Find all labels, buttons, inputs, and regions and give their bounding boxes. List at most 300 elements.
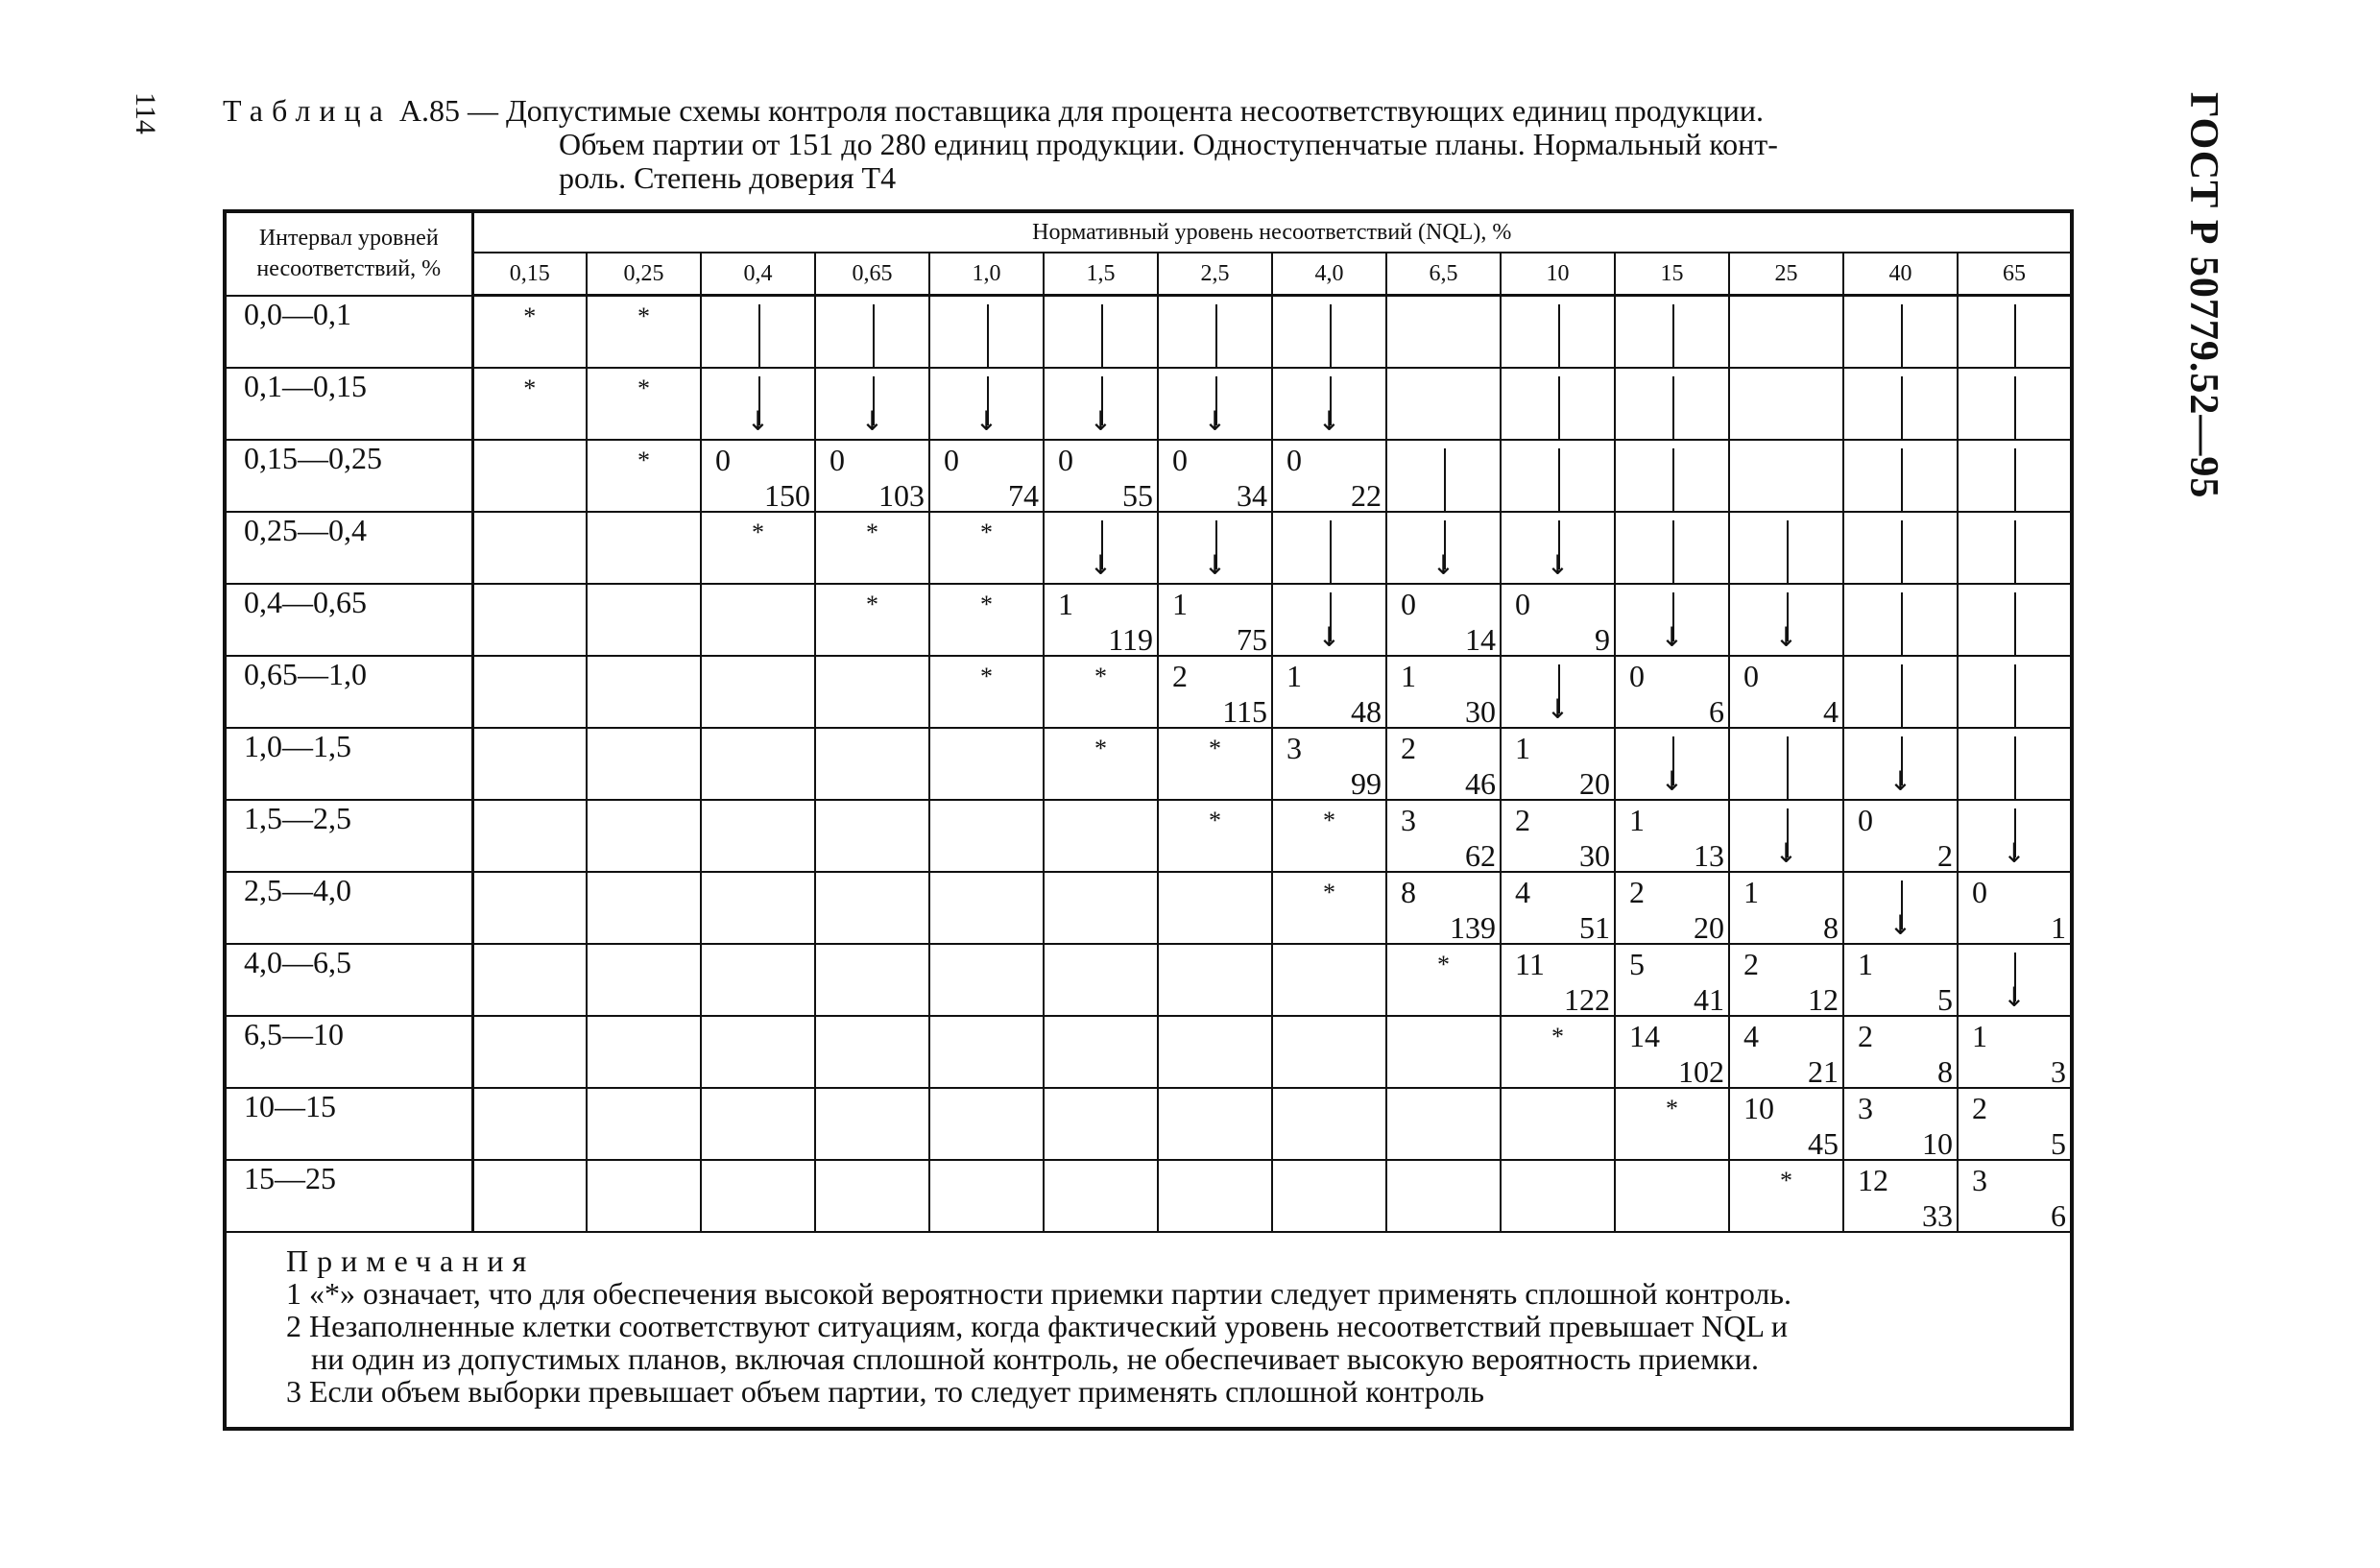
plan-cell: [1386, 656, 1501, 728]
sample-size: 8: [1823, 910, 1839, 944]
asterisk-mark: *: [523, 302, 537, 330]
arrow-head-icon: ↓: [1546, 549, 1570, 581]
arrow-continue-cell: [1158, 296, 1272, 369]
caption-title: А.85 — Допустимые схемы контроля поставщика для процента несоответствующих единиц продукции.: [398, 93, 1765, 128]
empty-cell: [587, 1088, 701, 1160]
arrow-continue-cell: [1958, 296, 2072, 369]
full-inspection-cell: [929, 656, 1044, 728]
arrow-down-icon: [1502, 520, 1614, 579]
arrow-down-icon: [1959, 953, 2070, 1011]
arrow-down-icon: [930, 376, 1043, 435]
sample-size: 75: [1237, 622, 1267, 656]
row-interval-label: 0,65—1,0: [225, 656, 472, 728]
sample-size: 12: [1808, 982, 1839, 1016]
empty-cell: [929, 872, 1044, 944]
caption-line-3: роль. Степень доверия Т4: [559, 160, 897, 195]
empty-cell: [1272, 944, 1386, 1016]
empty-cell: [1272, 1088, 1386, 1160]
arrow-line-icon: [758, 304, 760, 367]
full-inspection-cell: [587, 440, 701, 512]
note-3: 3 Если объем выборки превышает объем партии, то следует применять сплошной контроль: [286, 1374, 1484, 1409]
acceptance-number: 2: [1401, 731, 1416, 765]
nql-column-header: 0,4: [701, 253, 815, 296]
empty-cell: [1044, 800, 1158, 872]
full-inspection-cell: [1272, 872, 1386, 944]
acceptance-number: 1: [1172, 587, 1188, 621]
full-inspection-cell: [815, 584, 929, 656]
asterisk-mark: *: [1323, 879, 1335, 906]
empty-cell: [815, 656, 929, 728]
caption-label: Таблица: [223, 93, 392, 128]
sample-size: 10: [1922, 1126, 1953, 1160]
arrow-line-icon: [2014, 304, 2016, 367]
arrow-end-cell: [1386, 512, 1501, 584]
arrow-head-icon: ↓: [1774, 621, 1798, 653]
arrow-continue-cell: [1843, 296, 1958, 369]
asterisk-mark: *: [523, 374, 537, 402]
full-inspection-cell: [472, 296, 587, 369]
empty-cell: [815, 944, 929, 1016]
nql-column-header: 1,5: [1044, 253, 1158, 296]
arrow-head-icon: ↓: [2003, 837, 2026, 869]
plan-cell: [1501, 872, 1615, 944]
sample-size: 41: [1694, 982, 1724, 1016]
row-interval-label: 1,5—2,5: [225, 800, 472, 872]
arrow-head-icon: ↓: [1089, 405, 1113, 437]
table-row: [225, 1088, 2072, 1160]
acceptance-number: 4: [1515, 875, 1530, 909]
plan-cell: [1729, 1016, 1843, 1088]
arrow-end-cell: [1729, 584, 1843, 656]
plan-cell: [1501, 800, 1615, 872]
full-inspection-cell: [472, 368, 587, 440]
empty-cell: [472, 1016, 587, 1088]
row-interval-label: 0,0—0,1: [225, 296, 472, 369]
sample-size: 1: [2051, 910, 2066, 944]
full-inspection-cell: [1501, 1016, 1615, 1088]
plan-cell: [1843, 1160, 1958, 1232]
acceptance-number: 2: [1515, 803, 1530, 837]
empty-cell: [1044, 944, 1158, 1016]
asterisk-mark: *: [866, 519, 878, 546]
arrow-continue-cell: [1501, 296, 1615, 369]
full-inspection-cell: [929, 512, 1044, 584]
plan-cell: [1729, 1088, 1843, 1160]
arrow-continue-cell: [1272, 512, 1386, 584]
acceptance-number: 1: [1401, 659, 1416, 693]
arrow-down-icon: [1159, 376, 1271, 435]
arrow-end-cell: [1958, 944, 2072, 1016]
empty-cell: [815, 1160, 929, 1232]
sample-size: 5: [2051, 1126, 2066, 1160]
plan-cell: [1272, 440, 1386, 512]
row-interval-label: 10—15: [225, 1088, 472, 1160]
plan-cell: [1843, 800, 1958, 872]
acceptance-number: 2: [1858, 1019, 1873, 1053]
full-inspection-cell: [1615, 1088, 1729, 1160]
sample-size: 139: [1450, 910, 1496, 944]
arrow-down-icon: [1616, 736, 1728, 795]
arrow-line-icon: [1558, 376, 1560, 439]
acceptance-number: 2: [1972, 1091, 1987, 1125]
acceptance-number: 0: [1515, 587, 1530, 621]
arrow-continue-cell: [1386, 440, 1501, 512]
plan-cell: [1158, 584, 1272, 656]
nql-column-header: 10: [1501, 253, 1615, 296]
empty-cell: [701, 1160, 815, 1232]
acceptance-plans-table: [223, 209, 2074, 1431]
empty-cell: [1386, 1016, 1501, 1088]
arrow-end-cell: [1843, 728, 1958, 800]
empty-cell: [701, 1016, 815, 1088]
empty-cell: [1386, 368, 1501, 440]
empty-cell: [815, 800, 929, 872]
arrow-end-cell: [1501, 512, 1615, 584]
arrow-line-icon: [873, 304, 875, 367]
arrow-continue-cell: [1729, 728, 1843, 800]
arrow-down-icon: [1616, 592, 1728, 651]
acceptance-number: 0: [715, 443, 731, 477]
sample-size: 30: [1465, 694, 1496, 728]
empty-cell: [701, 656, 815, 728]
table-row: [225, 512, 2072, 584]
acceptance-number: 1: [1972, 1019, 1987, 1053]
sample-size: 13: [1694, 838, 1724, 872]
arrow-continue-cell: [1843, 584, 1958, 656]
asterisk-mark: *: [752, 519, 764, 546]
table-row: [225, 1160, 2072, 1232]
arrow-head-icon: ↓: [1774, 837, 1798, 869]
acceptance-number: 0: [1743, 659, 1759, 693]
note-2-continued: ни один из допустимых планов, включая сплошной контроль, не обеспечивает высокую вероятность приемки.: [311, 1341, 1760, 1376]
plan-cell: [1729, 656, 1843, 728]
arrow-line-icon: [2014, 736, 2016, 799]
full-inspection-cell: [1044, 656, 1158, 728]
empty-cell: [815, 728, 929, 800]
arrow-down-icon: [1159, 520, 1271, 579]
plan-cell: [1958, 1160, 2072, 1232]
arrow-line-icon: [1330, 520, 1332, 583]
asterisk-mark: *: [1094, 735, 1107, 762]
arrow-line-icon: [1901, 664, 1903, 727]
arrow-line-icon: [987, 304, 989, 367]
arrow-continue-cell: [1843, 656, 1958, 728]
arrow-head-icon: ↓: [1203, 549, 1227, 581]
arrow-down-icon: [1730, 592, 1842, 651]
asterisk-mark: *: [1209, 807, 1221, 834]
empty-cell: [1386, 1160, 1501, 1232]
arrow-line-icon: [1672, 304, 1674, 367]
notes: [225, 1232, 2072, 1429]
full-inspection-cell: [701, 512, 815, 584]
full-inspection-cell: [1044, 728, 1158, 800]
arrow-end-cell: [701, 368, 815, 440]
acceptance-number: 0: [1172, 443, 1188, 477]
arrow-end-cell: [1501, 656, 1615, 728]
arrow-end-cell: [1158, 512, 1272, 584]
notes-title: Примечания: [286, 1243, 536, 1278]
asterisk-mark: *: [1437, 951, 1450, 978]
full-inspection-cell: [1386, 944, 1501, 1016]
empty-cell: [929, 1016, 1044, 1088]
arrow-end-cell: [1843, 872, 1958, 944]
sample-size: 102: [1678, 1054, 1724, 1088]
plan-cell: [1386, 728, 1501, 800]
table-row: [225, 872, 2072, 944]
empty-cell: [1158, 872, 1272, 944]
empty-cell: [929, 1160, 1044, 1232]
empty-cell: [587, 584, 701, 656]
arrow-down-icon: [1844, 736, 1957, 795]
arrow-end-cell: [1158, 368, 1272, 440]
acceptance-number: 14: [1629, 1019, 1660, 1053]
acceptance-number: 0: [1401, 587, 1416, 621]
acceptance-number: 0: [944, 443, 959, 477]
arrow-end-cell: [1958, 800, 2072, 872]
empty-cell: [929, 728, 1044, 800]
asterisk-mark: *: [1551, 1023, 1564, 1050]
arrow-down-icon: [1387, 520, 1500, 579]
arrow-continue-cell: [1958, 512, 2072, 584]
row-interval-label: 2,5—4,0: [225, 872, 472, 944]
arrow-line-icon: [1787, 736, 1789, 799]
empty-cell: [472, 872, 587, 944]
sample-size: 55: [1122, 478, 1153, 512]
plan-cell: [1615, 656, 1729, 728]
asterisk-mark: *: [1323, 807, 1335, 834]
plan-cell: [1386, 584, 1501, 656]
arrow-line-icon: [1558, 448, 1560, 511]
empty-cell: [815, 1088, 929, 1160]
plan-cell: [1272, 728, 1386, 800]
note-1: 1 «*» означает, что для обеспечения высокой вероятности приемки партии следует применять сплошной контроль.: [286, 1276, 1791, 1311]
row-interval-label: 0,4—0,65: [225, 584, 472, 656]
full-inspection-cell: [929, 584, 1044, 656]
plan-cell: [1158, 440, 1272, 512]
row-interval-label: 6,5—10: [225, 1016, 472, 1088]
row-interval-label: 1,0—1,5: [225, 728, 472, 800]
arrow-continue-cell: [1615, 440, 1729, 512]
plan-cell: [1615, 872, 1729, 944]
table-row: [225, 728, 2072, 800]
acceptance-number: 0: [829, 443, 845, 477]
table-caption: [223, 94, 2076, 195]
arrow-line-icon: [1672, 376, 1674, 439]
asterisk-mark: *: [637, 302, 650, 330]
acceptance-number: 0: [1286, 443, 1302, 477]
caption-line-2: Объем партии от 151 до 280 единиц продукции. Одноступенчатые планы. Нормальный конт-: [559, 127, 1778, 161]
asterisk-mark: *: [637, 374, 650, 402]
arrow-line-icon: [1901, 520, 1903, 583]
note-2: 2 Незаполненные клетки соответствуют ситуациям, когда фактический уровень несоответствий превышает NQL и: [286, 1309, 1788, 1343]
acceptance-number: 10: [1743, 1091, 1774, 1125]
arrow-line-icon: [2014, 592, 2016, 655]
empty-cell: [1729, 296, 1843, 369]
empty-cell: [1158, 1016, 1272, 1088]
arrow-down-icon: [1045, 520, 1157, 579]
acceptance-number: 0: [1629, 659, 1645, 693]
asterisk-mark: *: [980, 663, 993, 690]
empty-cell: [1158, 1160, 1272, 1232]
arrow-continue-cell: [1501, 368, 1615, 440]
arrow-down-icon: [1730, 808, 1842, 867]
arrow-line-icon: [2014, 448, 2016, 511]
plan-cell: [1501, 584, 1615, 656]
nql-column-header: 6,5: [1386, 253, 1501, 296]
arrow-line-icon: [1444, 448, 1446, 511]
empty-cell: [1729, 368, 1843, 440]
empty-cell: [587, 1016, 701, 1088]
arrow-down-icon: [1502, 664, 1614, 723]
arrow-line-icon: [1787, 520, 1789, 583]
arrow-continue-cell: [1958, 368, 2072, 440]
sample-size: 122: [1564, 982, 1610, 1016]
acceptance-number: 5: [1629, 947, 1645, 981]
arrow-line-icon: [1901, 448, 1903, 511]
empty-cell: [1044, 872, 1158, 944]
row-interval-label: 0,15—0,25: [225, 440, 472, 512]
arrow-end-cell: [1044, 512, 1158, 584]
interval-header: Интервал уровней несоответствий, %: [225, 211, 472, 296]
arrow-head-icon: ↓: [1660, 621, 1684, 653]
arrow-line-icon: [1215, 304, 1217, 367]
empty-cell: [587, 944, 701, 1016]
table-row: [225, 368, 2072, 440]
plan-cell: [1958, 872, 2072, 944]
arrow-line-icon: [1558, 304, 1560, 367]
arrow-end-cell: [1272, 368, 1386, 440]
nql-column-header: 0,65: [815, 253, 929, 296]
empty-cell: [587, 1160, 701, 1232]
acceptance-number: 1: [1629, 803, 1645, 837]
arrow-down-icon: [1273, 376, 1385, 435]
arrow-continue-cell: [1615, 296, 1729, 369]
plan-cell: [1729, 872, 1843, 944]
empty-cell: [701, 872, 815, 944]
arrow-continue-cell: [1958, 440, 2072, 512]
acceptance-number: 2: [1629, 875, 1645, 909]
nql-column-header: 0,15: [472, 253, 587, 296]
sample-size: 6: [1709, 694, 1724, 728]
arrow-end-cell: [1729, 800, 1843, 872]
sample-size: 20: [1579, 766, 1610, 800]
plan-cell: [1501, 728, 1615, 800]
plan-cell: [1158, 656, 1272, 728]
asterisk-mark: *: [1209, 735, 1221, 762]
empty-cell: [1158, 1088, 1272, 1160]
full-inspection-cell: [1272, 800, 1386, 872]
empty-cell: [1044, 1088, 1158, 1160]
arrow-continue-cell: [1729, 512, 1843, 584]
arrow-line-icon: [2014, 664, 2016, 727]
arrow-line-icon: [1672, 520, 1674, 583]
plan-cell: [1958, 1016, 2072, 1088]
full-inspection-cell: [1158, 800, 1272, 872]
table-row: [225, 296, 2072, 369]
arrow-head-icon: ↓: [1546, 693, 1570, 725]
arrow-line-icon: [1101, 304, 1103, 367]
table-row: [225, 656, 2072, 728]
sample-size: 119: [1108, 622, 1153, 656]
empty-cell: [1272, 1160, 1386, 1232]
sample-size: 74: [1008, 478, 1039, 512]
acceptance-number: 3: [1972, 1163, 1987, 1197]
asterisk-mark: *: [1780, 1167, 1792, 1194]
sample-size: 14: [1465, 622, 1496, 656]
arrow-line-icon: [1330, 304, 1332, 367]
empty-cell: [1158, 944, 1272, 1016]
full-inspection-cell: [1158, 728, 1272, 800]
sample-size: 34: [1237, 478, 1267, 512]
arrow-down-icon: [1959, 808, 2070, 867]
nql-header: Нормативный уровень несоответствий (NQL), %: [472, 211, 2072, 253]
asterisk-mark: *: [980, 519, 993, 546]
arrow-end-cell: [1044, 368, 1158, 440]
plan-cell: [1958, 1088, 2072, 1160]
arrow-continue-cell: [1843, 512, 1958, 584]
nql-column-header: 2,5: [1158, 253, 1272, 296]
plan-cell: [1615, 1016, 1729, 1088]
arrow-down-icon: [1844, 880, 1957, 939]
arrow-down-icon: [816, 376, 928, 435]
arrow-line-icon: [1901, 376, 1903, 439]
table-row: [225, 944, 2072, 1016]
empty-cell: [472, 1088, 587, 1160]
plan-cell: [1843, 1016, 1958, 1088]
empty-cell: [1386, 296, 1501, 369]
plan-cell: [1843, 944, 1958, 1016]
arrow-continue-cell: [815, 296, 929, 369]
full-inspection-cell: [1729, 1160, 1843, 1232]
sample-size: 21: [1808, 1054, 1839, 1088]
row-interval-label: 4,0—6,5: [225, 944, 472, 1016]
row-interval-label: 15—25: [225, 1160, 472, 1232]
empty-cell: [929, 944, 1044, 1016]
arrow-head-icon: ↓: [974, 405, 998, 437]
asterisk-mark: *: [980, 591, 993, 618]
acceptance-number: 2: [1172, 659, 1188, 693]
sample-size: 9: [1595, 622, 1610, 656]
empty-cell: [587, 656, 701, 728]
nql-column-header: 25: [1729, 253, 1843, 296]
arrow-continue-cell: [1501, 440, 1615, 512]
plan-cell: [1044, 584, 1158, 656]
empty-cell: [1044, 1016, 1158, 1088]
sample-size: 48: [1351, 694, 1382, 728]
acceptance-number: 0: [1972, 875, 1987, 909]
plan-cell: [1386, 800, 1501, 872]
empty-cell: [701, 944, 815, 1016]
sample-size: 5: [1937, 982, 1953, 1016]
table-row: [225, 1016, 2072, 1088]
empty-cell: [587, 512, 701, 584]
acceptance-number: 3: [1286, 731, 1302, 765]
empty-cell: [1615, 1160, 1729, 1232]
arrow-head-icon: ↓: [1317, 621, 1341, 653]
asterisk-mark: *: [1666, 1095, 1678, 1122]
empty-cell: [701, 1088, 815, 1160]
empty-cell: [587, 728, 701, 800]
sample-size: 30: [1579, 838, 1610, 872]
full-inspection-cell: [587, 296, 701, 369]
arrow-line-icon: [2014, 520, 2016, 583]
empty-cell: [1729, 440, 1843, 512]
arrow-end-cell: [1272, 584, 1386, 656]
nql-column-header: 4,0: [1272, 253, 1386, 296]
arrow-continue-cell: [1272, 296, 1386, 369]
plan-cell: [1615, 944, 1729, 1016]
empty-cell: [472, 800, 587, 872]
